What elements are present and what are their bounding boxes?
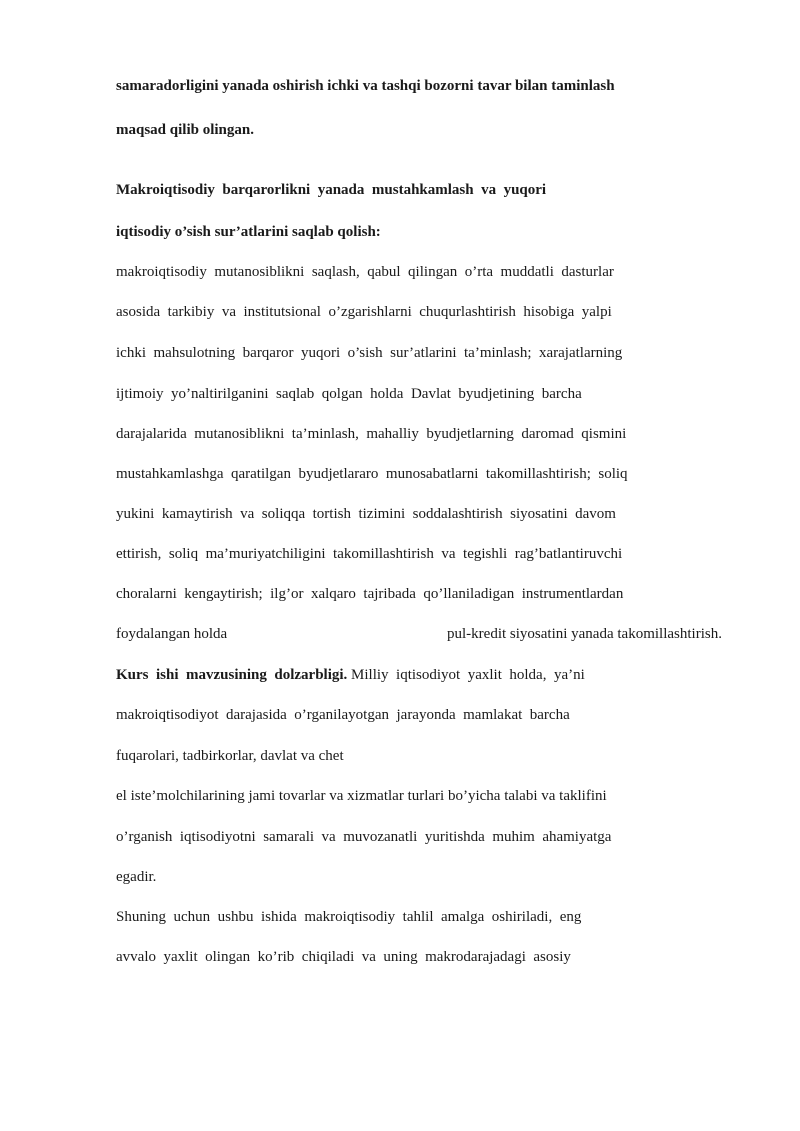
text-line: yukini kamaytirish va soliqqa tortish tizimini soddalashtirish siyosatini davom	[116, 506, 616, 522]
text-line: egadir.	[116, 869, 157, 885]
text-line: fuqarolari, tadbirkorlar, davlat va chet	[116, 748, 344, 764]
text-line: pul-kredit siyosatini yanada takomillashtirish.	[447, 626, 722, 642]
text-line: o’rganish iqtisodiyotni samarali va muvozanatli yuritishda muhim ahamiyatga	[116, 829, 612, 845]
text-line: maqsad qilib olingan.	[116, 122, 254, 138]
text-line: mustahkamlashga qaratilgan byudjetlararo munosabatlarni takomillashtirish; soliq	[116, 466, 628, 482]
text-line: makroiqtisodiy mutanosiblikni saqlash, qabul qilingan o’rta muddatli dasturlar	[116, 264, 614, 280]
text-line: asosida tarkibiy va institutsional o’zgarishlarni chuqurlashtirish hisobiga yalpi	[116, 304, 612, 320]
text-line: foydalangan holda	[116, 626, 228, 642]
text-line: darajalarida mutanosiblikni ta’minlash, mahalliy byudjetlarning daromad qismini	[116, 426, 627, 442]
text-line: makroiqtisodiyot darajasida o’rganilayotgan jarayonda mamlakat barcha	[116, 707, 570, 723]
text-line: samaradorligini yanada oshirish ichki va tashqi bozorni tavar bilan taminlash	[116, 78, 615, 94]
text-line: Shuning uchun ushbu ishida makroiqtisodiy tahlil amalga oshiriladi, eng	[116, 909, 582, 925]
text-line: ichki mahsulotning barqaror yuqori o’sish sur’atlarini ta’minlash; xarajatlarning	[116, 345, 623, 361]
section-heading: iqtisodiy o’sish sur’atlarini saqlab qolish:	[116, 224, 381, 240]
text-line: ijtimoiy yo’naltirilganini saqlab qolgan holda Davlat byudjetining barcha	[116, 386, 582, 402]
text-line: ettirish, soliq ma’muriyatchiligini takomillashtirish va tegishli rag’batlantiruvchi	[116, 546, 623, 562]
text-line: avvalo yaxlit olingan ko’rib chiqiladi va uning makrodarajadagi asosiy	[116, 949, 571, 965]
text-line: choralarni kengaytirish; ilg’or xalqaro tajribada qo’llaniladigan instrumentlardan	[116, 586, 624, 602]
text-line	[116, 666, 585, 684]
section-heading: Makroiqtisodiy barqarorlikni yanada mustahkamlash va yuqori	[116, 182, 547, 198]
paragraph-text: Milliy iqtisodiyot yaxlit holda, ya’ni	[347, 667, 585, 683]
paragraph-lead: Kurs ishi mavzusining dolzarbligi.	[116, 667, 348, 683]
text-line: el iste’molchilarining jami tovarlar va xizmatlar turlari bo’yicha talabi va taklifini	[116, 788, 607, 804]
